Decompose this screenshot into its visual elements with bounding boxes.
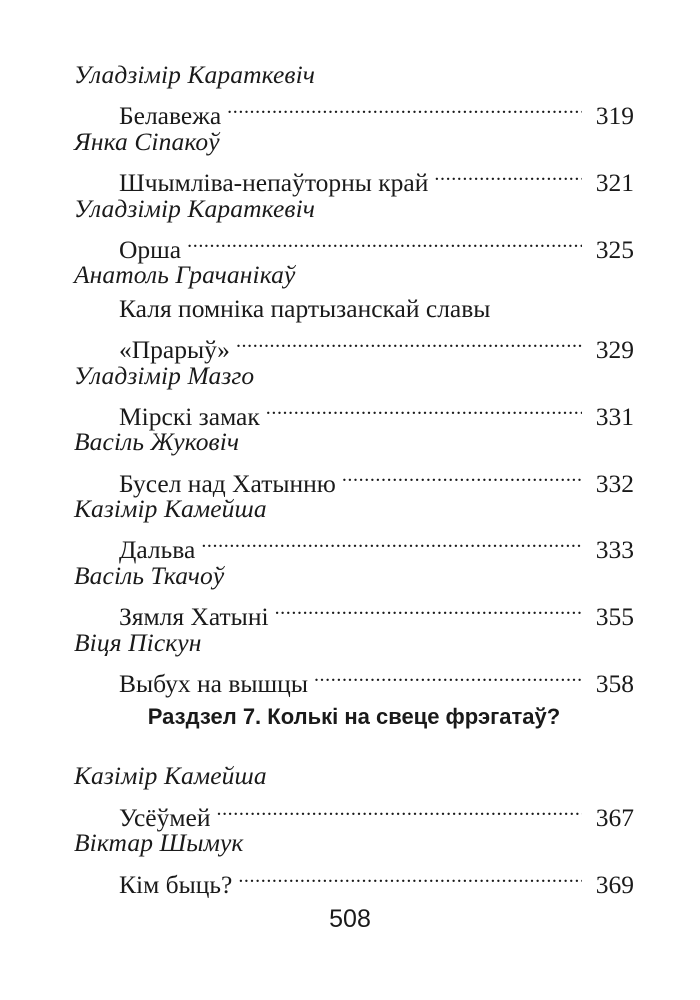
entry-title: Кім быць? bbox=[119, 869, 233, 899]
entry-title: Усёўмей bbox=[119, 802, 211, 832]
author-name: Казімір Камейша bbox=[74, 761, 267, 791]
dot-leader bbox=[238, 860, 582, 893]
dot-leader bbox=[236, 325, 582, 358]
section-heading: Раздзел 7. Колькі на свеце фрэгатаў? bbox=[147, 704, 561, 730]
page-number: 358 bbox=[595, 669, 634, 699]
page-number: 355 bbox=[595, 602, 634, 632]
dot-leader bbox=[275, 592, 582, 625]
entry-title: Белавежа bbox=[119, 101, 222, 131]
author-name: Анатоль Грачанікаў bbox=[74, 260, 296, 290]
entry-title: «Прарыў» bbox=[119, 335, 230, 365]
toc-entry bbox=[74, 659, 634, 699]
author-name: Янка Сіпакоў bbox=[74, 126, 220, 156]
page-number: 369 bbox=[595, 869, 634, 899]
author-name: Віця Піскун bbox=[74, 627, 202, 657]
author-name: Уладзімір Караткевіч bbox=[74, 60, 316, 89]
toc-entry bbox=[74, 459, 634, 498]
toc-entry bbox=[74, 592, 634, 632]
page-number: 319 bbox=[595, 101, 634, 131]
author-name: Віктар Шымук bbox=[74, 828, 244, 858]
dot-leader bbox=[314, 659, 582, 692]
entry-title: Мірскі замак bbox=[119, 401, 260, 431]
toc-entry bbox=[74, 225, 634, 264]
toc-entry bbox=[74, 91, 634, 131]
author-name: Васіль Жуковіч bbox=[74, 427, 240, 457]
author-name: Уладзімір Караткевіч bbox=[74, 193, 316, 223]
author-name: Казімір Камейша bbox=[74, 494, 267, 524]
page-number: 333 bbox=[595, 535, 634, 565]
page-folio: 508 bbox=[329, 905, 371, 933]
page-number: 321 bbox=[595, 168, 634, 198]
author-name: Уладзімір Мазго bbox=[74, 360, 255, 390]
page-number: 329 bbox=[595, 335, 634, 365]
dot-leader bbox=[201, 525, 582, 558]
toc-entry bbox=[74, 860, 634, 899]
entry-title: Орша bbox=[119, 234, 182, 264]
page-number: 367 bbox=[595, 802, 634, 832]
toc-entry bbox=[74, 525, 634, 565]
entry-title: Шчымліва-непаўторны край bbox=[119, 168, 429, 198]
author-name: Васіль Ткачоў bbox=[74, 560, 225, 590]
dot-leader bbox=[266, 392, 582, 425]
toc-entry bbox=[74, 158, 634, 198]
entry-title-line1: Каля помніка партызанскай славы bbox=[119, 293, 491, 323]
entry-title: Зямля Хатыні bbox=[119, 602, 269, 632]
page-number: 325 bbox=[595, 234, 634, 264]
page-number: 332 bbox=[595, 468, 634, 498]
entry-title: Дальва bbox=[119, 535, 196, 565]
toc-entry bbox=[74, 392, 634, 431]
dot-leader bbox=[434, 158, 582, 191]
toc-entry bbox=[74, 325, 634, 365]
table-of-contents bbox=[74, 58, 634, 899]
dot-leader bbox=[216, 793, 582, 826]
dot-leader bbox=[342, 459, 582, 492]
toc-entry bbox=[74, 793, 634, 832]
page-number: 331 bbox=[595, 401, 634, 431]
dot-leader bbox=[187, 225, 582, 258]
dot-leader bbox=[227, 91, 582, 124]
entry-title: Выбух на вышцы bbox=[119, 669, 308, 699]
entry-title: Бусел над Хатынню bbox=[119, 468, 336, 498]
